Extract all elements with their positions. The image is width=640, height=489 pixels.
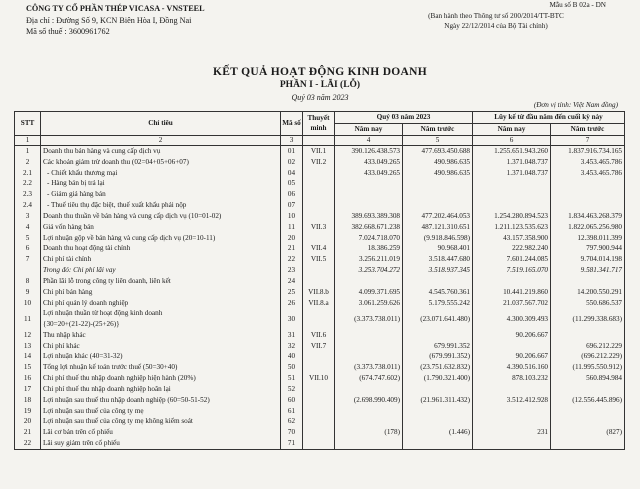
table-row [15, 427, 625, 438]
table-row [15, 351, 625, 362]
row-quarter-last-year: 477.202.464.053 [403, 211, 473, 222]
header-index-2: 2 [41, 135, 281, 145]
form-issued-date: Ngày 22/12/2014 của Bộ Tài chính) [444, 22, 548, 30]
company-tax-code: Mã số thuế : 3600961762 [26, 27, 110, 36]
report-title: KẾT QUẢ HOẠT ĐỘNG KINH DOANH [212, 66, 428, 78]
row-note: VII.8.a [303, 298, 335, 309]
form-code: Mẫu số B 02a - DN [549, 1, 606, 9]
row-stt [15, 265, 41, 276]
header-note: Thuyết minh [303, 112, 335, 136]
row-quarter-last-year [403, 438, 473, 449]
row-ytd-last-year: (12.556.445.896) [551, 395, 625, 406]
table-row [15, 298, 625, 309]
row-ytd-this-year [473, 200, 551, 211]
header-index-1: 1 [15, 135, 41, 145]
row-ytd-last-year [551, 276, 625, 287]
row-item: - Hàng bán bị trả lại [41, 178, 281, 189]
row-code: 23 [281, 265, 303, 276]
row-code: 01 [281, 145, 303, 156]
row-ytd-last-year [551, 405, 625, 416]
table-row [15, 438, 625, 449]
row-note: VII.10 [303, 373, 335, 384]
row-quarter-last-year: (679.991.352) [403, 351, 473, 362]
row-quarter-last-year [403, 384, 473, 395]
row-ytd-last-year: 3.453.465.786 [551, 157, 625, 168]
table-row [15, 254, 625, 265]
header-ytd-this-year: Năm nay [473, 123, 551, 135]
table-row [15, 395, 625, 406]
row-ytd-last-year [551, 189, 625, 200]
row-code: 26 [281, 298, 303, 309]
row-stt: 4 [15, 222, 41, 233]
row-item: Giá vốn hàng bán [41, 222, 281, 233]
row-note: VII.8.b [303, 287, 335, 298]
row-quarter-this-year [335, 189, 403, 200]
row-ytd-last-year: (696.212.229) [551, 351, 625, 362]
row-note: VII.3 [303, 222, 335, 233]
row-code: 32 [281, 340, 303, 351]
header-quarter-this-year: Năm nay [335, 123, 403, 135]
row-stt: 9 [15, 287, 41, 298]
row-code: 52 [281, 384, 303, 395]
row-item: Chi phí bán hàng [41, 287, 281, 298]
row-ytd-last-year: (827) [551, 427, 625, 438]
form-issued-by: (Ban hành theo Thông tư số 200/2014/TT-BTC [428, 11, 564, 20]
row-quarter-last-year: 5.179.555.242 [403, 298, 473, 309]
header-item: Chỉ tiêu [41, 112, 281, 136]
row-item: Chi phí thuế thu nhập doanh nghiệp hiện hành (20%) [41, 373, 281, 384]
row-item: Chi phí quản lý doanh nghiệp [41, 298, 281, 309]
table-row [15, 211, 625, 222]
row-quarter-last-year [403, 189, 473, 200]
row-ytd-last-year [551, 416, 625, 427]
row-note: VII.5 [303, 254, 335, 265]
row-ytd-this-year: 1.254.280.894.523 [473, 211, 551, 222]
report-subtitle: PHẦN I - LÃI (LỖ) [279, 80, 361, 90]
row-code: 10 [281, 211, 303, 222]
row-ytd-this-year: 1.255.651.943.260 [473, 145, 551, 156]
row-ytd-last-year [551, 178, 625, 189]
row-stt: 22 [15, 438, 41, 449]
report-period: Quý 03 năm 2023 [291, 93, 349, 102]
row-quarter-this-year: 390.126.438.573 [335, 145, 403, 156]
row-ytd-last-year: (11.299.338.683) [551, 308, 625, 329]
table-row [15, 145, 625, 156]
row-item: Lãi cơ bản trên cổ phiếu [41, 427, 281, 438]
row-note [303, 211, 335, 222]
row-quarter-last-year: (9.918.846.598) [403, 232, 473, 243]
row-ytd-last-year: 1.822.065.256.980 [551, 222, 625, 233]
row-ytd-last-year: 696.212.229 [551, 340, 625, 351]
row-quarter-last-year: 4.545.760.361 [403, 287, 473, 298]
row-code: 11 [281, 222, 303, 233]
row-code: 60 [281, 395, 303, 406]
header-stt: STT [15, 112, 41, 136]
company-name: CÔNG TY CỔ PHẦN THÉP VICASA - VNSTEEL [26, 4, 205, 13]
row-quarter-this-year [335, 405, 403, 416]
row-quarter-this-year [335, 330, 403, 341]
row-code: 50 [281, 362, 303, 373]
row-ytd-last-year: 9.581.341.717 [551, 265, 625, 276]
row-note: VII.4 [303, 243, 335, 254]
header-index-6: 6 [473, 135, 551, 145]
row-quarter-last-year: (1.446) [403, 427, 473, 438]
row-ytd-last-year: 14.200.550.291 [551, 287, 625, 298]
row-stt: 7 [15, 254, 41, 265]
row-quarter-this-year [335, 276, 403, 287]
row-quarter-this-year [335, 384, 403, 395]
row-ytd-last-year: 550.686.537 [551, 298, 625, 309]
row-ytd-this-year: 10.441.219.860 [473, 287, 551, 298]
row-ytd-this-year [473, 416, 551, 427]
row-item: Trong đó: Chi phí lãi vay [41, 265, 281, 276]
row-quarter-this-year: 433.049.265 [335, 157, 403, 168]
row-quarter-last-year: 90.968.401 [403, 243, 473, 254]
row-quarter-this-year [335, 200, 403, 211]
table-row [15, 340, 625, 351]
row-quarter-this-year: (3.373.738.011) [335, 308, 403, 329]
table-row [15, 330, 625, 341]
row-item: Lợi nhuận gộp về bán hàng và cung cấp dịch vụ (20=10-11) [41, 232, 281, 243]
row-code: 40 [281, 351, 303, 362]
row-item: Thu nhập khác [41, 330, 281, 341]
table-row [15, 308, 625, 329]
row-item: Phần lãi lỗ trong công ty liên doanh, liên kết [41, 276, 281, 287]
table-row [15, 265, 625, 276]
row-ytd-this-year: 878.103.232 [473, 373, 551, 384]
header-index-5: 5 [403, 135, 473, 145]
row-stt: 21 [15, 427, 41, 438]
row-quarter-last-year [403, 178, 473, 189]
row-code: 05 [281, 178, 303, 189]
row-ytd-this-year: 21.037.567.702 [473, 298, 551, 309]
table-row [15, 200, 625, 211]
row-note [303, 232, 335, 243]
table-row [15, 362, 625, 373]
row-code: 07 [281, 200, 303, 211]
row-item: Lợi nhuận sau thuế của công ty mẹ không kiểm soát [41, 416, 281, 427]
row-stt: 2.3 [15, 189, 41, 200]
row-item: Các khoản giảm trừ doanh thu (02=04+05+06+07) [41, 157, 281, 168]
row-item: Lãi suy giảm trên cổ phiếu [41, 438, 281, 449]
row-item: Lợi nhuận khác (40=31-32) [41, 351, 281, 362]
row-quarter-last-year: (21.961.311.432) [403, 395, 473, 406]
row-quarter-last-year: 487.121.310.651 [403, 222, 473, 233]
row-stt: 1 [15, 145, 41, 156]
table-row [15, 222, 625, 233]
company-header [26, 3, 205, 38]
row-note: VII.1 [303, 145, 335, 156]
header-index-3: 3 [281, 135, 303, 145]
income-statement-table [14, 111, 625, 450]
row-note [303, 438, 335, 449]
row-quarter-this-year: (674.747.602) [335, 373, 403, 384]
row-code: 24 [281, 276, 303, 287]
row-ytd-this-year: 3.512.412.928 [473, 395, 551, 406]
row-ytd-last-year [551, 200, 625, 211]
header-index-3b [303, 135, 335, 145]
row-code: 71 [281, 438, 303, 449]
row-quarter-this-year [335, 351, 403, 362]
row-ytd-last-year [551, 384, 625, 395]
row-item: - Giảm giá hàng bán [41, 189, 281, 200]
row-code: 70 [281, 427, 303, 438]
row-item-line1: Lợi nhuận thuần từ hoạt động kinh doanh [43, 309, 163, 318]
table-row [15, 189, 625, 200]
row-code: 06 [281, 189, 303, 200]
row-ytd-this-year: 231 [473, 427, 551, 438]
row-ytd-this-year [473, 340, 551, 351]
row-ytd-last-year: 560.894.984 [551, 373, 625, 384]
row-quarter-this-year: 3.256.211.019 [335, 254, 403, 265]
row-item: Chi phí khác [41, 340, 281, 351]
row-quarter-last-year: 490.986.635 [403, 167, 473, 178]
row-ytd-this-year [473, 438, 551, 449]
row-quarter-last-year [403, 276, 473, 287]
row-code: 25 [281, 287, 303, 298]
row-code: 62 [281, 416, 303, 427]
row-note [303, 351, 335, 362]
row-code: 31 [281, 330, 303, 341]
row-ytd-this-year: 1.371.048.737 [473, 167, 551, 178]
row-item: - Chiết khấu thương mại [41, 167, 281, 178]
row-quarter-last-year: 679.991.352 [403, 340, 473, 351]
row-ytd-last-year [551, 330, 625, 341]
row-stt: 17 [15, 384, 41, 395]
row-ytd-this-year: 7.601.244.085 [473, 254, 551, 265]
row-ytd-last-year: 9.704.014.198 [551, 254, 625, 265]
table-row [15, 405, 625, 416]
row-ytd-last-year: 12.398.011.399 [551, 232, 625, 243]
row-code: 02 [281, 157, 303, 168]
row-quarter-last-year: 3.518.937.345 [403, 265, 473, 276]
report-unit: (Đơn vị tính: Việt Nam đồng) [533, 101, 618, 109]
row-ytd-this-year: 1.371.048.737 [473, 157, 551, 168]
row-stt: 10 [15, 298, 41, 309]
row-note [303, 265, 335, 276]
row-quarter-this-year [335, 340, 403, 351]
row-quarter-this-year: (2.698.990.409) [335, 395, 403, 406]
row-stt: 5 [15, 232, 41, 243]
row-note [303, 427, 335, 438]
row-ytd-this-year: 7.519.165.070 [473, 265, 551, 276]
row-quarter-last-year [403, 200, 473, 211]
row-quarter-this-year [335, 438, 403, 449]
row-stt: 16 [15, 373, 41, 384]
row-note: VII.2 [303, 157, 335, 168]
table-row [15, 243, 625, 254]
row-note [303, 362, 335, 373]
row-stt: 11 [15, 308, 41, 329]
header-code: Mã số [281, 112, 303, 136]
row-ytd-this-year: 222.982.240 [473, 243, 551, 254]
row-quarter-last-year: (23.071.641.480) [403, 308, 473, 329]
table-row [15, 157, 625, 168]
row-ytd-this-year [473, 384, 551, 395]
row-stt: 6 [15, 243, 41, 254]
row-quarter-this-year: (3.373.738.011) [335, 362, 403, 373]
header-ytd-last-year: Năm trước [551, 123, 625, 135]
row-code: 21 [281, 243, 303, 254]
table-row [15, 167, 625, 178]
row-quarter-last-year: (23.751.632.832) [403, 362, 473, 373]
row-stt: 2.2 [15, 178, 41, 189]
row-note [303, 384, 335, 395]
row-ytd-this-year: 4.300.309.493 [473, 308, 551, 329]
row-note: VII.7 [303, 340, 335, 351]
row-ytd-this-year [473, 178, 551, 189]
header-quarter: Quý 03 năm 2023 [335, 112, 473, 124]
row-quarter-this-year: 433.049.265 [335, 167, 403, 178]
company-address: Địa chỉ : Đường Số 9, KCN Biên Hòa I, Đồng Nai [26, 15, 192, 25]
row-note [303, 405, 335, 416]
row-quarter-last-year: 3.518.447.680 [403, 254, 473, 265]
row-quarter-last-year [403, 405, 473, 416]
form-header [376, 0, 616, 32]
row-code: 04 [281, 167, 303, 178]
row-stt: 18 [15, 395, 41, 406]
row-quarter-last-year: (1.790.321.400) [403, 373, 473, 384]
row-item: Lợi nhuận sau thuế của công ty mẹ [41, 405, 281, 416]
row-item: - Thuế tiêu thụ đặc biệt, thuế xuất khẩu phải nộp [41, 200, 281, 211]
row-ytd-last-year: 1.834.463.268.379 [551, 211, 625, 222]
row-ytd-this-year: 1.211.123.535.623 [473, 222, 551, 233]
row-code: 20 [281, 232, 303, 243]
row-note [303, 395, 335, 406]
table-row [15, 232, 625, 243]
row-ytd-last-year: 1.837.916.734.165 [551, 145, 625, 156]
row-note [303, 416, 335, 427]
row-quarter-this-year: 18.386.259 [335, 243, 403, 254]
table-row [15, 373, 625, 384]
table-row [15, 276, 625, 287]
row-item [41, 308, 281, 329]
row-stt: 13 [15, 340, 41, 351]
row-ytd-this-year [473, 276, 551, 287]
row-quarter-this-year: 7.024.718.070 [335, 232, 403, 243]
row-ytd-last-year: (11.995.550.912) [551, 362, 625, 373]
row-note [303, 200, 335, 211]
row-stt: 20 [15, 416, 41, 427]
row-stt: 19 [15, 405, 41, 416]
row-quarter-this-year: 3.253.704.272 [335, 265, 403, 276]
row-stt: 3 [15, 211, 41, 222]
row-ytd-this-year: 4.390.516.160 [473, 362, 551, 373]
table-row [15, 287, 625, 298]
table-row [15, 384, 625, 395]
row-code: 22 [281, 254, 303, 265]
row-code: 61 [281, 405, 303, 416]
row-stt: 14 [15, 351, 41, 362]
row-quarter-this-year: 3.061.259.626 [335, 298, 403, 309]
row-quarter-last-year: 477.693.450.688 [403, 145, 473, 156]
table-row [15, 416, 625, 427]
row-ytd-last-year: 3.453.465.786 [551, 167, 625, 178]
row-ytd-this-year [473, 405, 551, 416]
row-code: 51 [281, 373, 303, 384]
row-ytd-last-year [551, 438, 625, 449]
row-item: Doanh thu hoạt động tài chính [41, 243, 281, 254]
row-quarter-this-year: (178) [335, 427, 403, 438]
row-ytd-this-year [473, 189, 551, 200]
row-item: Doanh thu bán hàng và cung cấp dịch vụ [41, 145, 281, 156]
header-quarter-last-year: Năm trước [403, 123, 473, 135]
row-quarter-last-year: 490.986.635 [403, 157, 473, 168]
row-note: VII.6 [303, 330, 335, 341]
row-quarter-this-year: 4.099.371.695 [335, 287, 403, 298]
row-item-line2: {30=20+(21-22)-(25+26)} [43, 319, 120, 328]
header-index-4: 4 [335, 135, 403, 145]
row-quarter-this-year [335, 416, 403, 427]
table-body [15, 145, 625, 449]
row-quarter-this-year: 389.693.389.308 [335, 211, 403, 222]
row-quarter-last-year [403, 330, 473, 341]
row-stt: 15 [15, 362, 41, 373]
row-item: Tổng lợi nhuận kế toán trước thuế (50=30+40) [41, 362, 281, 373]
row-item: Chi phí thuế thu nhập doanh nghiệp hoãn lại [41, 384, 281, 395]
header-index-7: 7 [551, 135, 625, 145]
header-ytd: Lũy kế từ đầu năm đến cuối kỳ này [473, 112, 625, 124]
row-note [303, 189, 335, 200]
row-note [303, 178, 335, 189]
row-stt: 2 [15, 157, 41, 168]
row-note [303, 167, 335, 178]
row-note [303, 276, 335, 287]
row-quarter-this-year [335, 178, 403, 189]
row-quarter-this-year: 382.668.671.238 [335, 222, 403, 233]
row-code: 30 [281, 308, 303, 329]
row-ytd-this-year: 90.206.667 [473, 330, 551, 341]
row-ytd-this-year: 90.206.667 [473, 351, 551, 362]
row-quarter-last-year [403, 416, 473, 427]
row-item: Lợi nhuận sau thuế thu nhập doanh nghiệp (60=50-51-52) [41, 395, 281, 406]
row-stt: 8 [15, 276, 41, 287]
row-ytd-last-year: 797.900.944 [551, 243, 625, 254]
table-row [15, 178, 625, 189]
row-stt: 12 [15, 330, 41, 341]
row-item: Doanh thu thuần về bán hàng và cung cấp dịch vụ (10=01-02) [41, 211, 281, 222]
row-note [303, 308, 335, 329]
row-stt: 2.1 [15, 167, 41, 178]
row-item: Chi phí tài chính [41, 254, 281, 265]
row-ytd-this-year: 43.157.358.900 [473, 232, 551, 243]
row-stt: 2.4 [15, 200, 41, 211]
